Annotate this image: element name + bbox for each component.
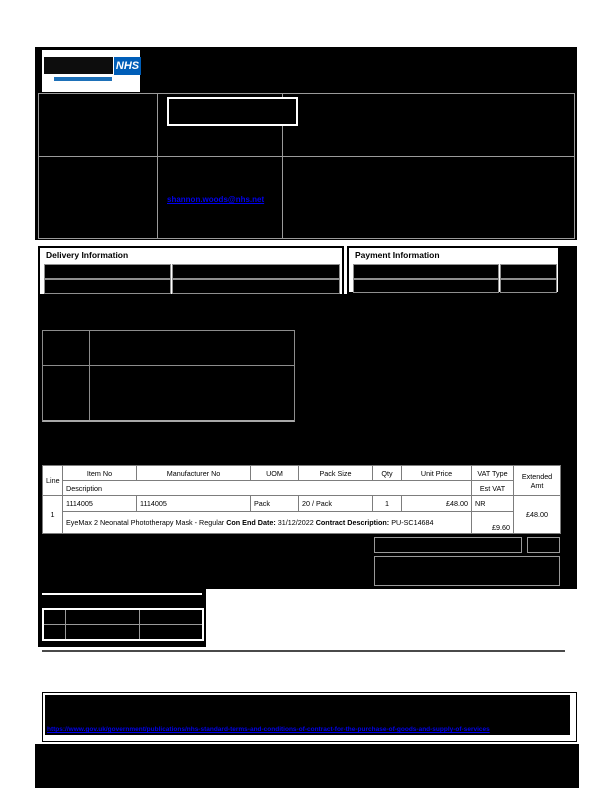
header-redaction-block [35, 47, 577, 240]
table-row [43, 609, 203, 625]
col-header-line: Line [43, 466, 63, 496]
terms-and-conditions-box [42, 692, 577, 742]
col-header-unit-price: Unit Price [402, 466, 472, 481]
redacted-delivery-field [44, 279, 171, 294]
redacted-cell [43, 625, 65, 641]
redacted-trust-subtitle [54, 77, 112, 81]
redacted-payment-field [353, 279, 499, 293]
col-header-extended-amt: Extended Amt [514, 466, 561, 496]
redacted-cell [65, 625, 139, 641]
redacted-block-title-underline [42, 593, 202, 595]
payment-information-section [347, 246, 561, 294]
col-header-est-vat: Est VAT [472, 481, 514, 496]
table-gridline [39, 156, 574, 157]
line-items-table [42, 465, 561, 534]
redacted-cell [139, 609, 203, 625]
redacted-summary-table [42, 608, 204, 641]
col-header-vat-type: VAT Type [472, 466, 514, 481]
cell-manufacturer-no: 1114005 [137, 496, 251, 512]
redacted-payment-value [500, 264, 557, 279]
table-row-description [43, 512, 561, 534]
cell-extended-amt: £48.00 [514, 496, 561, 534]
redacted-cell [43, 609, 65, 625]
redacted-grand-total [374, 556, 560, 586]
redacted-total-label [374, 537, 522, 553]
redaction-strip [558, 246, 577, 296]
bottom-left-redaction-block [38, 585, 206, 647]
footer-redaction-bar [35, 744, 579, 788]
redacted-cell [139, 625, 203, 641]
redacted-cell [65, 609, 139, 625]
redacted-payment-value [500, 279, 557, 293]
delivery-information-title: Delivery Information [46, 250, 129, 260]
buyer-email-link[interactable]: shannon.woods@nhs.net [167, 195, 265, 204]
horizontal-divider [42, 650, 565, 652]
col-header-qty: Qty [373, 466, 402, 481]
cell-vat-type: NR [472, 496, 514, 512]
contract-description-label: Contract Description: [315, 518, 390, 527]
redacted-delivery-value [172, 279, 340, 294]
cell-qty: 1 [373, 496, 402, 512]
redacted-delivery-value [172, 264, 340, 279]
redacted-delivery-field [44, 264, 171, 279]
table-gridline [43, 365, 294, 366]
col-header-uom: UOM [251, 466, 299, 481]
table-row [43, 496, 561, 512]
description-text: EyeMax 2 Neonatal Phototherapy Mask - Regular [66, 518, 225, 527]
cell-item-no: 1114005 [63, 496, 137, 512]
cell-est-vat: £9.60 [472, 512, 514, 534]
terms-and-conditions-link[interactable]: https://www.gov.uk/government/publications/nhs-standard-terms-and-conditions-of-contract-for-the-purchase-of-goods-and-supply-of-services [47, 726, 490, 733]
con-end-date-label: Con End Date: [226, 518, 276, 527]
cell-line-no: 1 [43, 496, 63, 534]
col-header-pack-size: Pack Size [299, 466, 373, 481]
redacted-trust-name [44, 57, 113, 74]
con-end-date-value: 31/12/2022 [277, 518, 314, 527]
redacted-payment-field [353, 264, 499, 279]
redacted-total-value [527, 537, 560, 553]
header-info-table [38, 93, 575, 239]
table-row [43, 625, 203, 641]
cell-description [63, 512, 472, 534]
redacted-inner-table [42, 330, 295, 422]
table-gridline [157, 94, 158, 238]
nhs-logo-area [42, 50, 140, 92]
contract-description-value: PU-SC14684 [391, 518, 434, 527]
col-header-item-no: Item No [63, 466, 137, 481]
redacted-terms-text [45, 695, 570, 735]
cell-pack-size: 20 / Pack [299, 496, 373, 512]
cell-unit-price: £48.00 [402, 496, 472, 512]
table-gridline [89, 331, 90, 420]
po-number-highlight-box [167, 97, 298, 126]
col-header-description: Description [63, 481, 472, 496]
payment-information-title: Payment Information [355, 250, 440, 260]
nhs-logo: NHS [114, 57, 141, 75]
col-header-manufacturer-no: Manufacturer No [137, 466, 251, 481]
cell-uom: Pack [251, 496, 299, 512]
